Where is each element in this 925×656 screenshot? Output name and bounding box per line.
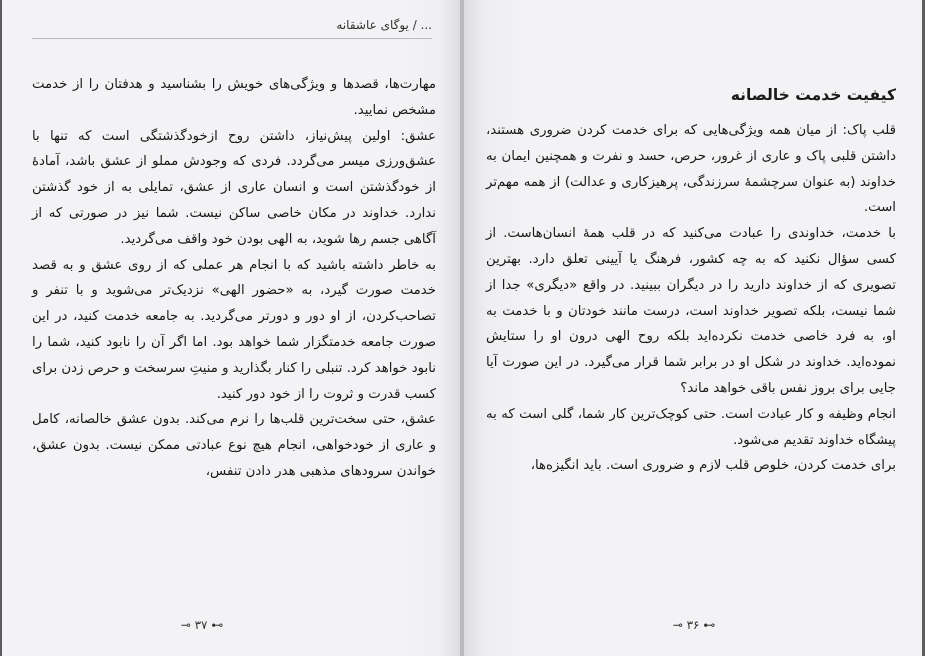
running-header: ... / یوگای عاشقانه	[336, 18, 432, 32]
folio-ornament-icon: ⊷	[703, 618, 716, 632]
page-number	[634, 618, 754, 632]
folio-ornament-icon: ⊸	[180, 618, 191, 632]
folio-ornament-icon: ⊷	[211, 618, 224, 632]
left-page	[2, 0, 462, 656]
folio-ornament-icon: ⊸	[672, 618, 683, 632]
paragraph: با خدمت، خداوندی را عبادت می‌کنید که در قلب همهٔ انسان‌هاست. از کسی سؤال نکنید که به چه کشور، فرهنگ یا آیینی تعلق دارد. بهترین تصویری که از خداوند دارید را در دیگران ببینید. در واقع «دیگری» جدا از شما نیست، بلکه تصویر خداوند است، درست مانند خودتان و با خدمت به او، به فرد خاصی خدمت نکرده‌اید بلکه روح الهی درون او را ستایش نموده‌اید. خداوند در شکل او در برابر شما قرار می‌گیرد. در این صورت آیا جایی برای بروز نفس باقی خواهد ماند؟	[486, 226, 896, 396]
paragraph: انجام وظیفه و کار عبادت است. حتی کوچک‌ترین کار شما، گلی است که به پیشگاه خداوند تقدیم می‌شود.	[486, 406, 896, 448]
right-page	[464, 0, 922, 656]
section-title: کیفیت خدمت خالصانه	[730, 86, 896, 104]
header-rule	[32, 38, 432, 39]
paragraph: مهارت‌ها، قصدها و ویژگی‌های خویش را بشناسید و هدفتان را از خدمت مشخص نمایید.	[32, 77, 436, 118]
page-number-value: ۳۶	[686, 618, 700, 632]
right-page-body	[486, 118, 896, 479]
paragraph: عشق، حتی سخت‌ترین قلب‌ها را نرم می‌کند. بدون عشق خالصانه، کامل و عاری از خودخواهی، انجام هیچ نوع عبادتی ممکن نیست. بدون عشق، خواندن سرودهای مذهبی هدر دادن تنفس،	[32, 412, 436, 479]
page-number-value: ۳۷	[194, 618, 208, 632]
paragraph: عشق: اولین پیش‌نیاز، داشتن روح ازخودگذشتگی است که تنها با عشق‌ورزی میسر می‌گردد. فردی که وجودش مملو از عشق باشد، آمادهٔ از خودگذشتن است و انسان عاری از عشق، تمایلی به از خود گذشتن ندارد. خداوند در مکان خاصی ساکن نیست. شما نیز در صورتی که از آگاهی جسم رها شوید، به الهی بودن خود واقف می‌گردید.	[32, 128, 436, 247]
page-number	[142, 618, 262, 632]
paragraph: برای خدمت کردن، خلوص قلب لازم و ضروری است. باید انگیزه‌ها،	[530, 458, 896, 474]
paragraph: به خاطر داشته باشید که با انجام هر عملی که از روی عشق و به قصد خدمت صورت گیرد، به «حضور الهی» نزدیک‌تر می‌شوید و با تنفر و تصاحب‌کردن، از او دور و دورتر می‌گردید. به جامعه خدمت کنید، در این صورت جامعه خدمتگزار شما خواهد بود. اما اگر آن را نابود کنید، شما را نابود خواهد کرد. تنبلی را کنار بگذارید و منیتِ سرسخت و حرص زدن برای کسب قدرت و ثروت را از خود دور کنید.	[32, 257, 436, 402]
left-page-body	[32, 72, 436, 485]
paragraph: قلب پاک: از میان همه ویژگی‌هایی که برای خدمت کردن ضروری هستند، داشتن قلبی پاک و عاری از غرور، حرص، حسد و نفرت و همچنین ایمان به خداوند (به عنوان سرچشمهٔ سرزندگی، پرهیزکاری و عدالت) از همه مهم‌تر است.	[486, 123, 896, 216]
